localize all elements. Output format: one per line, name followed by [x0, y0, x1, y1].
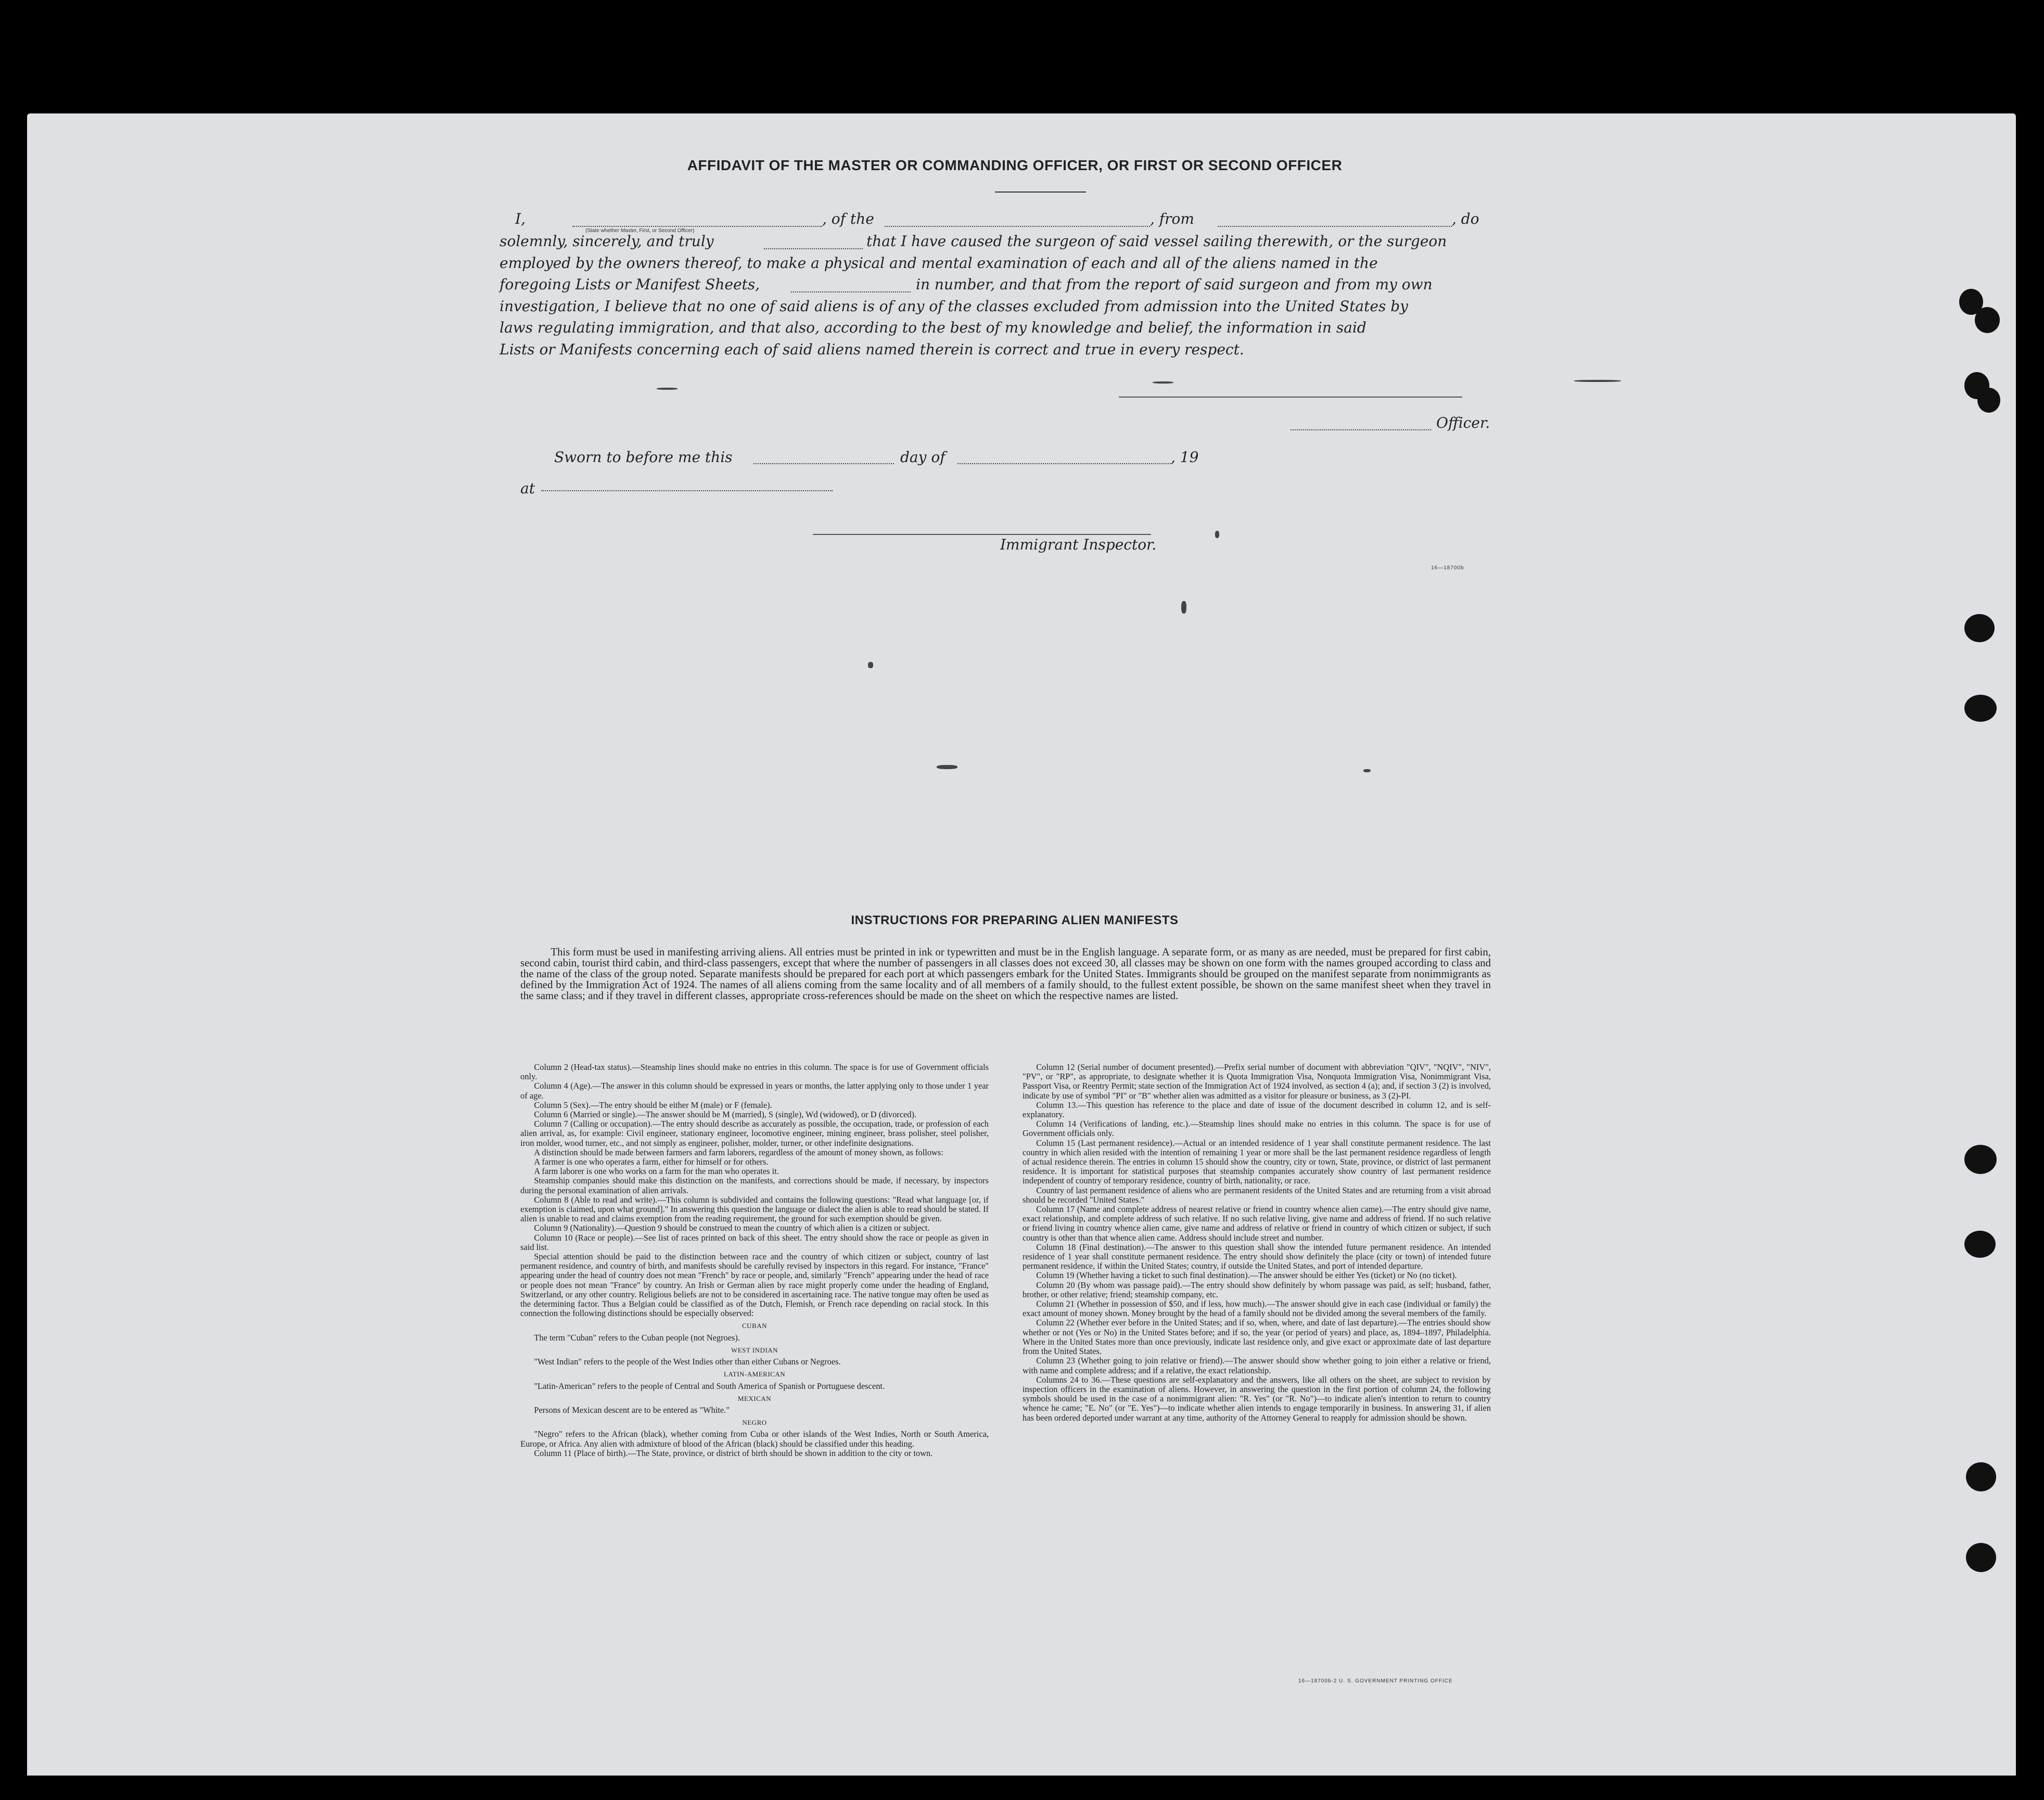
- scan-speck: [1574, 380, 1621, 382]
- instructions-left-column: [520, 1063, 989, 1458]
- instruction-paragraph: Column 8 (Able to read and write).—This column is subdivided and contains the following questions: "Read what language [or, if exemption is claimed, upon what ground]." In answering this question the language or dialect the alien is able to read should be stated. If alien is unable to read and claims exemption from the reading requirement, the ground for such exemption should be given.: [520, 1194, 989, 1224]
- officer-rank-note: (State whether Master, First, or Second Officer): [585, 228, 695, 234]
- scan-speck: [657, 388, 678, 390]
- scan-speck: [868, 662, 873, 668]
- affidavit-from: , from: [1150, 210, 1194, 227]
- mexican-text: Persons of Mexican descent are to be entered as "White.": [534, 1405, 730, 1415]
- instruction-paragraph: Columns 24 to 36.—These questions are self-explanatory and the answers, like all others on the sheet, are subject to revision by inspection officers in the examination of aliens. However, in answering the question in the first portion of column 24, the following symbols should be used in the case of a nonimmigrant alien: "R. Yes" (or "R. No")—to indicate alien's intention to return to country whence he came; "E. No" (or "E. Yes")—to indicate whether alien intends to engage temporarily in business. In answering 31, if alien has been ordered deported under warrant at any time, authority of the Attorney General to reapply for admission should be shown.: [1023, 1374, 1491, 1423]
- instruction-paragraph: Column 5 (Sex).—The entry should be either M (male) or F (female).: [534, 1100, 772, 1110]
- instruction-paragraph: A farmer is one who operates a farm, either for himself or for others.: [534, 1157, 769, 1167]
- officer-signature-line[interactable]: [1119, 397, 1462, 398]
- punch-hole: [1964, 695, 1997, 722]
- punch-hole: [1966, 1543, 1996, 1572]
- west-indian-text: "West Indian" refers to the people of the West Indies other than either Cubans or Negroes.: [534, 1357, 841, 1367]
- affidavit-caused: that I have caused the surgeon of said vessel sailing therewith, or the surgeon: [866, 233, 1447, 250]
- punch-hole: [1964, 614, 1995, 642]
- form-number: 16—18700b: [1431, 565, 1464, 571]
- at-label: at: [520, 480, 535, 497]
- punch-hole: [1966, 1462, 1996, 1491]
- sworn-place-field[interactable]: [541, 490, 833, 491]
- affidavit-do: , do: [1452, 210, 1479, 227]
- punch-hole: [1964, 1145, 1997, 1174]
- cuban-heading: CUBAN: [742, 1322, 767, 1330]
- officer-name-field[interactable]: [1291, 429, 1431, 430]
- declare-field[interactable]: [764, 248, 863, 249]
- instruction-paragraph: Column 10 (Race or people).—See list of races printed on back of this sheet. The entry should show the race or people as given in said list.: [520, 1232, 989, 1252]
- instruction-paragraph: Steamship companies should make this distinction on the manifests, and corrections should be made, if necessary, by inspectors during the personal examination of alien arrivals.: [520, 1176, 989, 1195]
- instructions-right-column: [1023, 1063, 1491, 1423]
- inspector-signature-line[interactable]: [813, 534, 1151, 535]
- officer-rank-field[interactable]: [572, 226, 822, 227]
- instruction-paragraph: Column 22 (Whether ever before in the United States; and if so, when, where, and date of last departure).—The entries should show whether or not (Yes or No) in the United States before; and if so, the year (or period of years) and place, as, 1894–1897, Philadelphia. Where in the United States more than once previously, indicate last residence only, and give exact or approximate date of last departure from the United States.: [1023, 1318, 1491, 1357]
- instruction-paragraph: Column 20 (By whom was passage paid).—The entry should show definitely by whom passage was paid, as self; husband, father, brother, or other relative; friend; steamship company, etc.: [1023, 1280, 1491, 1299]
- instruction-paragraph: Column 4 (Age).—The answer in this column should be expressed in years or months, the latter applying only to those under 1 year of age.: [520, 1081, 989, 1101]
- instruction-paragraph: Column 17 (Name and complete address of nearest relative or friend in country whence alien came).—The entry should give name, exact relationship, and complete address of such relative. If no such relative living, give name and address of friend. If no such relative or friend living in country whence alien came, give name and address of relative or friend in country of which citizen or subject, if such country is other than that whence alien came. Address should include street and number.: [1023, 1204, 1491, 1243]
- instruction-paragraph: Column 6 (Married or single).—The answer should be M (married), S (single), Wd (widowed), or D (divorced).: [534, 1109, 917, 1120]
- affidavit-line-5: investigation, I believe that no one of said aliens is of any of the classes excluded from admission into the United States by: [500, 298, 1408, 315]
- instructions-intro-text: This form must be used in manifesting arriving aliens. All entries must be printed in ink or typewritten and must be in the English language. A separate form, or as many as are needed, must be prepared for first cabin, second cabin, tourist third cabin, and third-class passengers, except that where the number of passengers in all classes does not exceed 30, all classes may be shown on one form with the names grouped according to class and the name of the class of the group noted. Separate manifests should be prepared for each port at which passengers embark for the United States. Immigrants should be grouped on the manifest separate from nonimmigrants as defined by the Immigration Act of 1924. The names of all aliens coming from the same locality and of all members of a family should, to the fullest extent possible, be shown on the same manifest sheet when they travel in the same class; and if they travel in different classes, appropriate cross-references should be made on the sheet on which the respective names are listed.: [520, 946, 1491, 1002]
- instruction-paragraph: Column 14 (Verifications of landing, etc.).—Steamship lines should make no entries in this column. The space is for use of Government officials only.: [1023, 1119, 1491, 1139]
- instruction-paragraph: Column 23 (Whether going to join relative or friend).—The answer should show whether going to join either a relative or friend, with name and complete address; and if a relative, the exact relationship.: [1023, 1356, 1491, 1375]
- affidavit-title: AFFIDAVIT OF THE MASTER OR COMMANDING OFFICER, OR FIRST OR SECOND OFFICER: [687, 157, 1343, 173]
- affidavit-of-the: , of the: [822, 210, 874, 227]
- cuban-text: The term "Cuban" refers to the Cuban people (not Negroes).: [534, 1332, 740, 1343]
- punch-hole: [1977, 388, 2000, 413]
- affidavit-line-6: laws regulating immigration, and that also, according to the best of my knowledge and belief, the information in said: [500, 319, 1366, 336]
- instruction-paragraph: Column 15 (Last permanent residence).—Actual or an intended residence of 1 year shall constitute permanent residence. The last country in which alien resided with the intention of remaining 1 year or more shall be the last permanent residence regardless of length of actual residence therein. The entries in column 15 should show the country, city or town, State, province, or district of last permanent residence. It is important for statistical purposes that steamship companies accurately show country of last permanent residence independent of country of temporary residence, country of birth, nationality, or race.: [1023, 1138, 1491, 1186]
- sworn-label: Sworn to before me this: [554, 449, 733, 466]
- mexican-heading: MEXICAN: [737, 1394, 772, 1402]
- scan-speck: [1215, 531, 1219, 538]
- instructions-title: INSTRUCTIONS FOR PREPARING ALIEN MANIFESTS: [851, 913, 1179, 927]
- paper-sheet: [27, 113, 2016, 1776]
- instruction-paragraph: A farm laborer is one who works on a farm for the man who operates it.: [534, 1166, 779, 1177]
- instruction-paragraph: Column 9 (Nationality).—Question 9 should be construed to mean the country of which alien is a citizen or subject.: [534, 1223, 930, 1233]
- instruction-paragraph: Column 12 (Serial number of document presented).—Prefix serial number of document with abbreviation "QIV", "NQIV", "NIV", "PV", or "RP", as appropriate, to designate whether it is Quota Immigration Visa, Nonquota Immigration Visa, Nonimmigrant Visa, Passport Visa, or Reentry Permit; state section of the Immigration Act of 1924 involved, as section 4 (a); and, if section 3 (2) is involved, indicate by use of symbol "PI" or "B" whether alien was admitted as a visitor for pleasure or business, as 3 (2)-PI.: [1023, 1062, 1491, 1101]
- year-label: , 19: [1171, 449, 1199, 466]
- affidavit-in-number: in number, and that from the report of said surgeon and from my own: [916, 276, 1433, 293]
- port-from-field[interactable]: [1218, 226, 1452, 227]
- instruction-paragraph: Column 21 (Whether in possession of $50, and if less, how much).—The answer should give in each case (individual or family) the exact amount of money shown. Money brought by the head of a family should not be divided among the several members of the family.: [1023, 1299, 1491, 1319]
- punch-hole: [1964, 1231, 1996, 1258]
- title-underline: [995, 192, 1086, 193]
- scan-speck: [1363, 769, 1371, 772]
- negro-heading: NEGRO: [742, 1419, 767, 1427]
- officer-label: Officer.: [1436, 414, 1490, 431]
- instruction-paragraph: Column 13.—This question has reference to the place and date of issue of the document described in column 12, and is self-explanatory.: [1023, 1100, 1491, 1120]
- instruction-paragraph: Special attention should be paid to the distinction between race and the country of which citizen or subject, country of last permanent residence, and country of birth, and manifests should be carefully revised by inspectors in this regard. For instance, "France" appearing under the head of country does not mean "French" by race or people, and, similarly "French" appearing under the head of race or people does not mean "France" by country. An Irish or German alien by race might properly come under the heading of England, Switzerland, or any other country. Religious beliefs are not to be considered in ascertaining race. The native tongue may often be used as the determining factor. Thus a Belgian could be classified as of the Dutch, Flemish, or French race depending on racial stock. In this connection the following distinctions should be especially observed:: [520, 1252, 989, 1319]
- latin-american-heading: LATIN-AMERICAN: [723, 1370, 786, 1378]
- affidavit-i: I,: [515, 210, 526, 227]
- scan-speck: [1153, 381, 1173, 384]
- vessel-name-field[interactable]: [885, 226, 1150, 227]
- printing-office-footer: 16—18700b-2 U. S. GOVERNMENT PRINTING OFFICE: [1298, 1678, 1453, 1684]
- sworn-month-field[interactable]: [957, 463, 1171, 464]
- instruction-paragraph: Column 18 (Final destination).—The answer to this question shall show the intended future permanent residence. An intended residence of 1 year shall constitute permanent residence. The entry should show definitely the place (city or town) of intended future permanent residence, if within the United States; country, if outside the United States, and port of intended departure.: [1023, 1242, 1491, 1271]
- scan-speck: [937, 765, 957, 769]
- sheet-count-field[interactable]: [791, 291, 911, 292]
- west-indian-heading: WEST INDIAN: [731, 1346, 778, 1354]
- instructions-intro: [520, 947, 1491, 1001]
- instruction-paragraph: Column 2 (Head-tax status).—Steamship lines should make no entries in this column. The space is for use of Government officials only.: [520, 1062, 989, 1082]
- latin-american-text: "Latin-American" refers to the people of Central and South America of Spanish or Portuguese descent.: [534, 1381, 885, 1391]
- sworn-day-field[interactable]: [753, 463, 894, 464]
- instruction-paragraph: Column 19 (Whether having a ticket to such final destination).—The answer should be either Yes (ticket) or No (no ticket).: [1036, 1270, 1457, 1281]
- affidavit-line-7: Lists or Manifests concerning each of said aliens named therein is correct and true in every respect.: [500, 341, 1244, 358]
- negro-text: "Negro" refers to the African (black), whether coming from Cuba or other islands of the West Indies, North or South America, Europe, or Africa. Any alien with admixture of blood of the African (black) should be classified under this heading.: [520, 1429, 989, 1449]
- instruction-paragraph: Country of last permanent residence of aliens who are permanent residents of the United States and are returning from a visit abroad should be recorded "United States.": [1023, 1185, 1491, 1205]
- scan-speck: [1181, 601, 1186, 614]
- affidavit-foregoing: foregoing Lists or Manifest Sheets,: [500, 276, 760, 293]
- instruction-paragraph: A distinction should be made between farmers and farm laborers, regardless of the amount of money shown, as follows:: [534, 1147, 943, 1157]
- inspector-label: Immigrant Inspector.: [1000, 536, 1157, 553]
- affidavit-line-3: employed by the owners thereof, to make a physical and mental examination of each and all of the aliens named in the: [500, 254, 1378, 272]
- instruction-paragraph: Column 7 (Calling or occupation).—The entry should describe as accurately as possible, the occupation, trade, or profession of each alien arrival, as, for example: Civil engineer, stationary engineer, locomotive engineer, mining engineer, brass polisher, steel polisher, iron molder, wood turner, etc., and not simply as engineer, polisher, molder, turner, or other indefinite designations.: [520, 1119, 989, 1148]
- column-11-text: Column 11 (Place of birth).—The State, province, or district of birth should be shown in addition to the city or town.: [534, 1448, 933, 1458]
- affidavit-solemnly: solemnly, sincerely, and truly: [500, 233, 714, 250]
- day-of-label: day of: [900, 449, 946, 466]
- punch-hole: [1975, 307, 2000, 333]
